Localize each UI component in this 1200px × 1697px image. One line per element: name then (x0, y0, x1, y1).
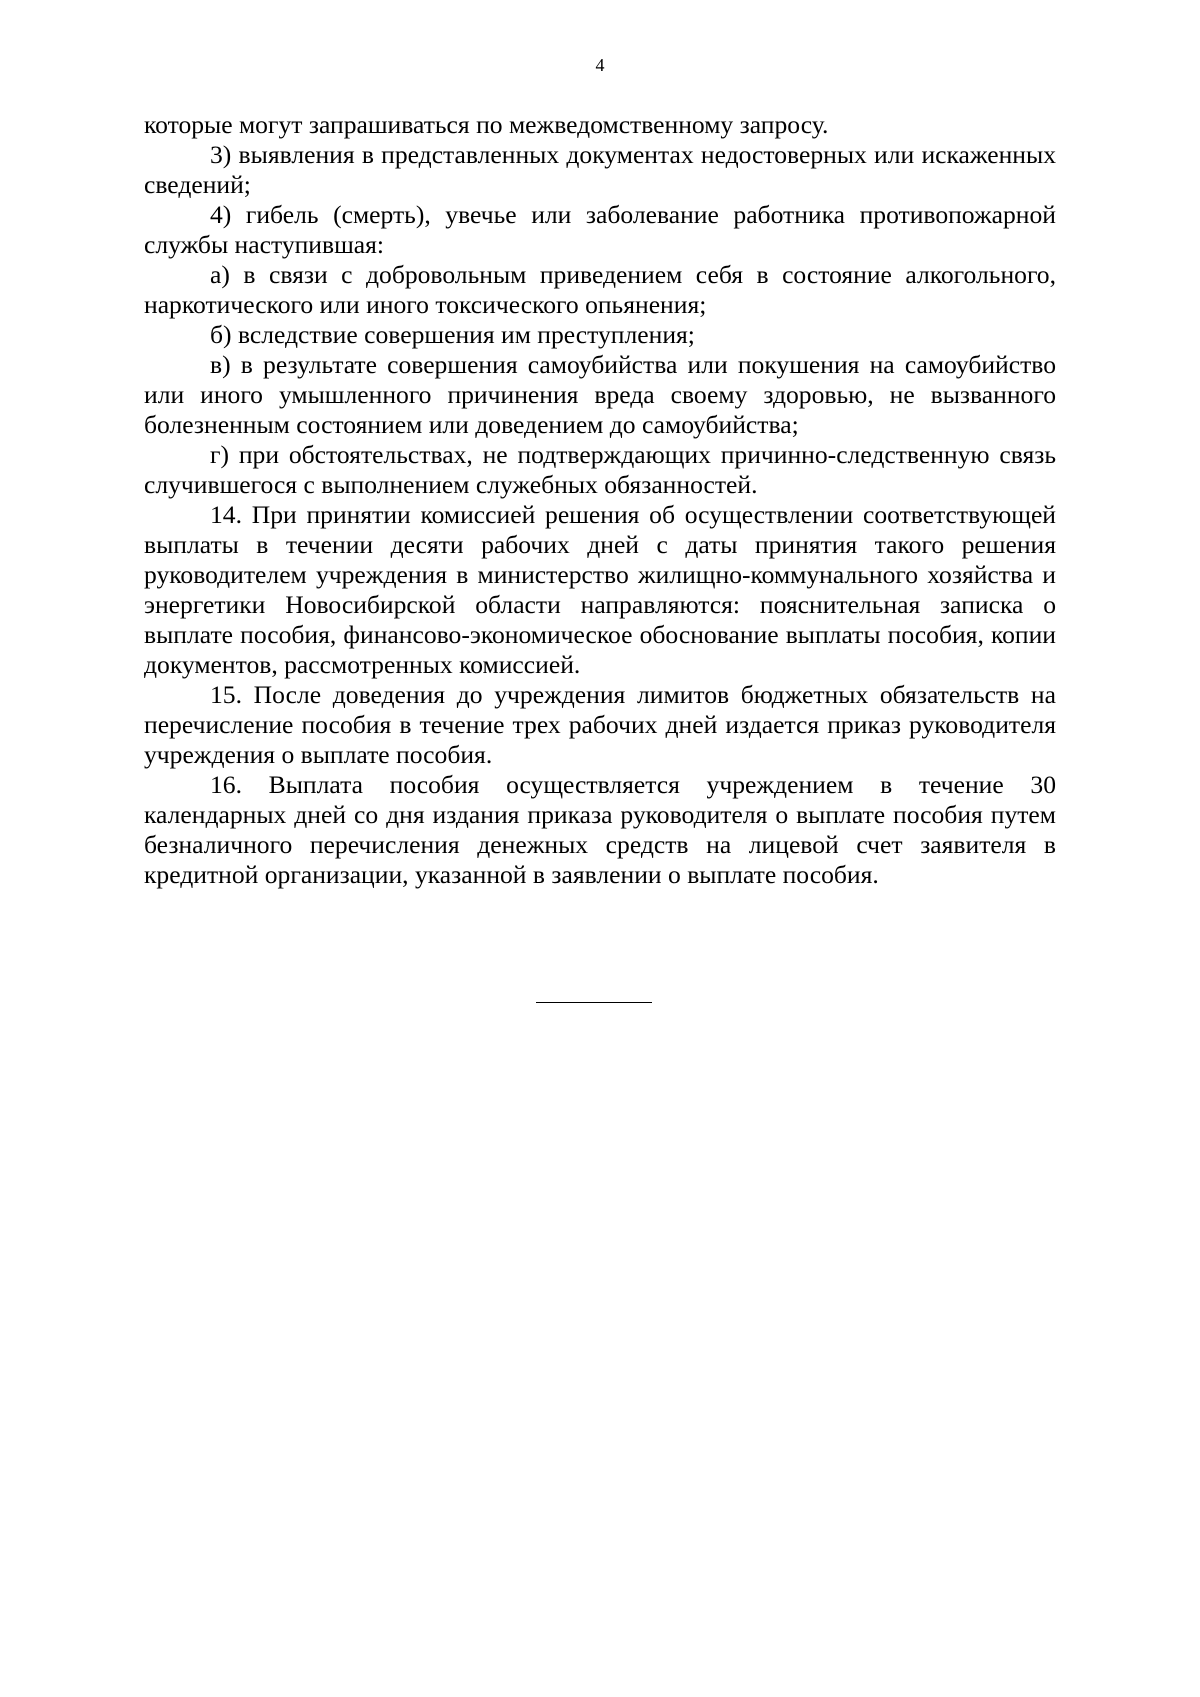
paragraph-item-4: 4) гибель (смерть), увечье или заболевание работника противопожарной службы наступившая: (144, 200, 1056, 259)
paragraph-subitem-a: а) в связи с добровольным приведением себя в состояние алкогольного, наркотического или иного токсического опьянения; (144, 260, 1056, 319)
end-of-document-rule (536, 1002, 652, 1003)
paragraph-item-3: 3) выявления в представленных документах недостоверных или искаженных сведений; (144, 140, 1056, 199)
document-body (144, 110, 1056, 890)
paragraph-continuation: которые могут запрашиваться по межведомственному запросу. (144, 110, 829, 139)
paragraph-clause-14: 14. При принятии комиссией решения об осуществлении соответствующей выплаты в течении десяти рабочих дней с даты принятия такого решения руководителем учреждения в министерство жилищно-коммунального хозяйства и энергетики Новосибирской области направляются: пояснительная записка о выплате пособия, финансово-экономическое обоснование выплаты пособия, копии документов, рассмотренных комиссией. (144, 500, 1056, 679)
paragraph-clause-15: 15. После доведения до учреждения лимитов бюджетных обязательств на перечисление пособия в течение трех рабочих дней издается приказ руководителя учреждения о выплате пособия. (144, 680, 1056, 769)
paragraph-clause-16: 16. Выплата пособия осуществляется учреждением в течение 30 календарных дней со дня издания приказа руководителя о выплате пособия путем безналичного перечисления денежных средств на лицевой счет заявителя в кредитной организации, указанной в заявлении о выплате пособия. (144, 770, 1056, 889)
page-number: 4 (595, 55, 605, 75)
paragraph-subitem-v: в) в результате совершения самоубийства или покушения на самоубийство или иного умышленного причинения вреда своему здоровью, не вызванного болезненным состоянием или доведением до самоубийства; (144, 350, 1056, 439)
paragraph-subitem-g: г) при обстоятельствах, не подтверждающих причинно-следственную связь случившегося с выполнением служебных обязанностей. (144, 440, 1056, 499)
paragraph-subitem-b: б) вследствие совершения им преступления; (210, 320, 695, 349)
